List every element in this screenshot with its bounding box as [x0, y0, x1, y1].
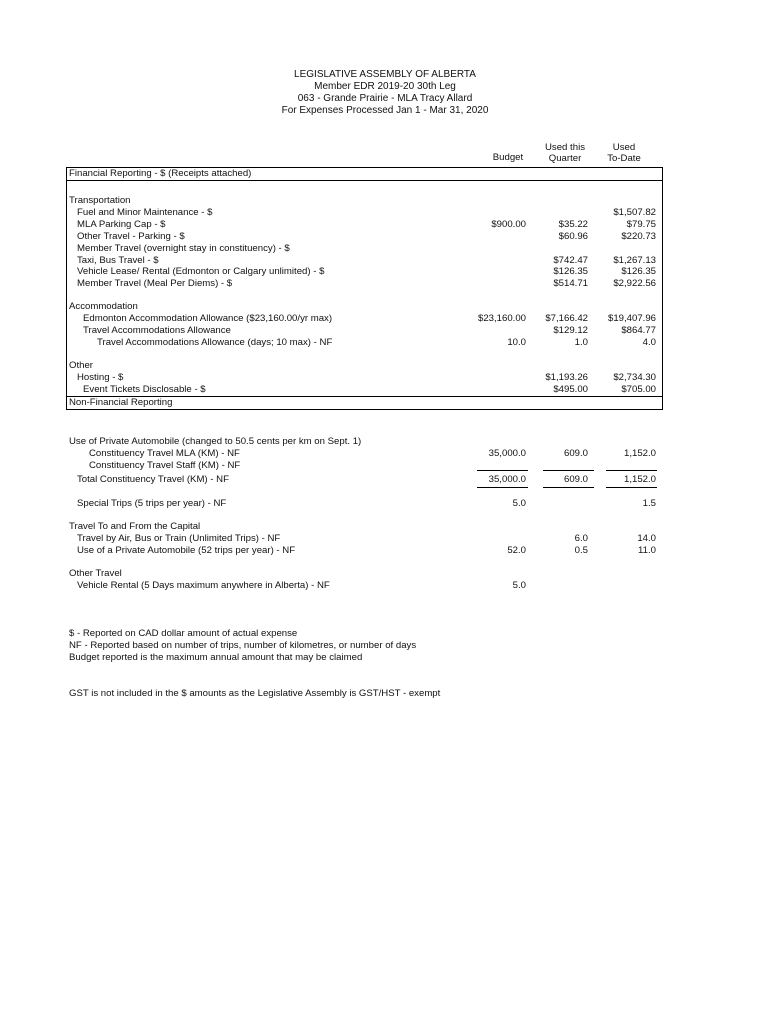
constituency-mla-quarter: 609.0 [563, 448, 588, 459]
vehicle-rental-label: Vehicle Rental (5 Days maximum anywhere in Alberta) - NF [77, 580, 330, 591]
todate-total-rule [606, 470, 657, 471]
special-trips-budget: 5.0 [512, 498, 526, 509]
note-nf: NF - Reported based on number of trips, number of kilometres, or number of days [69, 640, 417, 651]
hosting-label: Hosting - $ [77, 372, 124, 383]
total-constituency-label: Total Constituency Travel (KM) - NF [77, 474, 229, 485]
todate-total-underline [606, 487, 657, 488]
constituency-mla-todate: 1,152.0 [623, 448, 656, 459]
quarter-column-header-line2: Quarter [548, 153, 582, 164]
vehicle-lease-todate: $126.35 [621, 266, 656, 277]
special-trips-label: Special Trips (5 trips per year) - NF [77, 498, 227, 509]
private-auto-capital-budget: 52.0 [507, 545, 526, 556]
taxi-bus-quarter: $742.47 [553, 255, 588, 266]
other-travel-title: Other Travel [69, 568, 122, 579]
air-bus-train-quarter: 6.0 [574, 533, 588, 544]
nonfinancial-reporting-header: Non-Financial Reporting [69, 397, 173, 408]
travel-accommodations-days-quarter: 1.0 [574, 337, 588, 348]
other-parking-quarter: $60.96 [558, 231, 588, 242]
edmonton-allowance-todate: $19,407.96 [607, 313, 656, 324]
fuel-label: Fuel and Minor Maintenance - $ [77, 207, 213, 218]
event-tickets-todate: $705.00 [621, 384, 656, 395]
travel-accommodations-label: Travel Accommodations Allowance [83, 325, 231, 336]
special-trips-todate: 1.5 [642, 498, 656, 509]
private-auto-capital-quarter: 0.5 [574, 545, 588, 556]
total-constituency-todate: 1,152.0 [623, 474, 656, 485]
member-travel-overnight-label: Member Travel (overnight stay in constituency) - $ [77, 243, 290, 254]
edmonton-allowance-label: Edmonton Accommodation Allowance ($23,160.00/yr max) [83, 313, 333, 324]
budget-total-rule [477, 470, 528, 471]
period-line: For Expenses Processed Jan 1 - Mar 31, 2020 [281, 105, 489, 116]
meal-per-diems-label: Member Travel (Meal Per Diems) - $ [77, 278, 233, 289]
vehicle-rental-budget: 5.0 [512, 580, 526, 591]
taxi-bus-label: Taxi, Bus Travel - $ [77, 255, 159, 266]
note-budget: Budget reported is the maximum annual amount that may be claimed [69, 652, 363, 663]
quarter-total-rule [543, 470, 594, 471]
accommodation-title: Accommodation [69, 301, 138, 312]
travel-accommodations-days-todate: 4.0 [642, 337, 656, 348]
todate-column-header-line1: Used [612, 142, 636, 153]
vehicle-lease-quarter: $126.35 [553, 266, 588, 277]
meal-per-diems-todate: $2,922.56 [613, 278, 656, 289]
gst-note: GST is not included in the $ amounts as the Legislative Assembly is GST/HST - exempt [69, 688, 441, 699]
hosting-todate: $2,734.30 [613, 372, 656, 383]
note-dollar: $ - Reported on CAD dollar amount of actual expense [69, 628, 298, 639]
total-constituency-budget: 35,000.0 [488, 474, 526, 485]
parking-cap-budget: $900.00 [491, 219, 526, 230]
event-tickets-label: Event Tickets Disclosable - $ [83, 384, 206, 395]
edmonton-allowance-quarter: $7,166.42 [545, 313, 588, 324]
report-title: LEGISLATIVE ASSEMBLY OF ALBERTA [294, 69, 476, 80]
hosting-quarter: $1,193.26 [545, 372, 588, 383]
private-auto-capital-label: Use of a Private Automobile (52 trips per year) - NF [77, 545, 296, 556]
air-bus-train-todate: 14.0 [637, 533, 656, 544]
constituency-staff-label: Constituency Travel Staff (KM) - NF [89, 460, 241, 471]
financial-reporting-header: Financial Reporting - $ (Receipts attached) [69, 168, 252, 179]
constituency-mla-label: Constituency Travel MLA (KM) - NF [89, 448, 240, 459]
travel-accommodations-quarter: $129.12 [553, 325, 588, 336]
fuel-todate: $1,507.82 [613, 207, 656, 218]
budget-column-header: Budget [492, 152, 524, 163]
travel-accommodations-days-label: Travel Accommodations Allowance (days; 10 max) - NF [97, 337, 333, 348]
report-subtitle: Member EDR 2019-20 30th Leg [314, 81, 456, 92]
parking-cap-quarter: $35.22 [558, 219, 588, 230]
air-bus-train-label: Travel by Air, Bus or Train (Unlimited Trips) - NF [77, 533, 281, 544]
constituency-mla-budget: 35,000.0 [488, 448, 526, 459]
travel-accommodations-days-budget: 10.0 [507, 337, 526, 348]
meal-per-diems-quarter: $514.71 [553, 278, 588, 289]
other-parking-label: Other Travel - Parking - $ [77, 231, 185, 242]
event-tickets-quarter: $495.00 [553, 384, 588, 395]
travel-accommodations-todate: $864.77 [621, 325, 656, 336]
taxi-bus-todate: $1,267.13 [613, 255, 656, 266]
parking-cap-label: MLA Parking Cap - $ [77, 219, 166, 230]
parking-cap-todate: $79.75 [626, 219, 656, 230]
member-line: 063 - Grande Prairie - MLA Tracy Allard [297, 93, 473, 104]
capital-title: Travel To and From the Capital [69, 521, 201, 532]
todate-column-header-line2: To-Date [607, 153, 641, 164]
edmonton-allowance-budget: $23,160.00 [477, 313, 526, 324]
transportation-title: Transportation [69, 195, 131, 206]
other-title: Other [69, 360, 93, 371]
private-auto-title: Use of Private Automobile (changed to 50.5 cents per km on Sept. 1) [69, 436, 362, 447]
quarter-column-header-line1: Used this [545, 142, 585, 153]
private-auto-capital-todate: 11.0 [638, 545, 656, 556]
total-constituency-quarter: 609.0 [563, 474, 588, 485]
quarter-total-underline [543, 487, 594, 488]
vehicle-lease-label: Vehicle Lease/ Rental (Edmonton or Calgary unlimited) - $ [77, 266, 325, 277]
budget-total-underline [477, 487, 528, 488]
other-parking-todate: $220.73 [621, 231, 656, 242]
